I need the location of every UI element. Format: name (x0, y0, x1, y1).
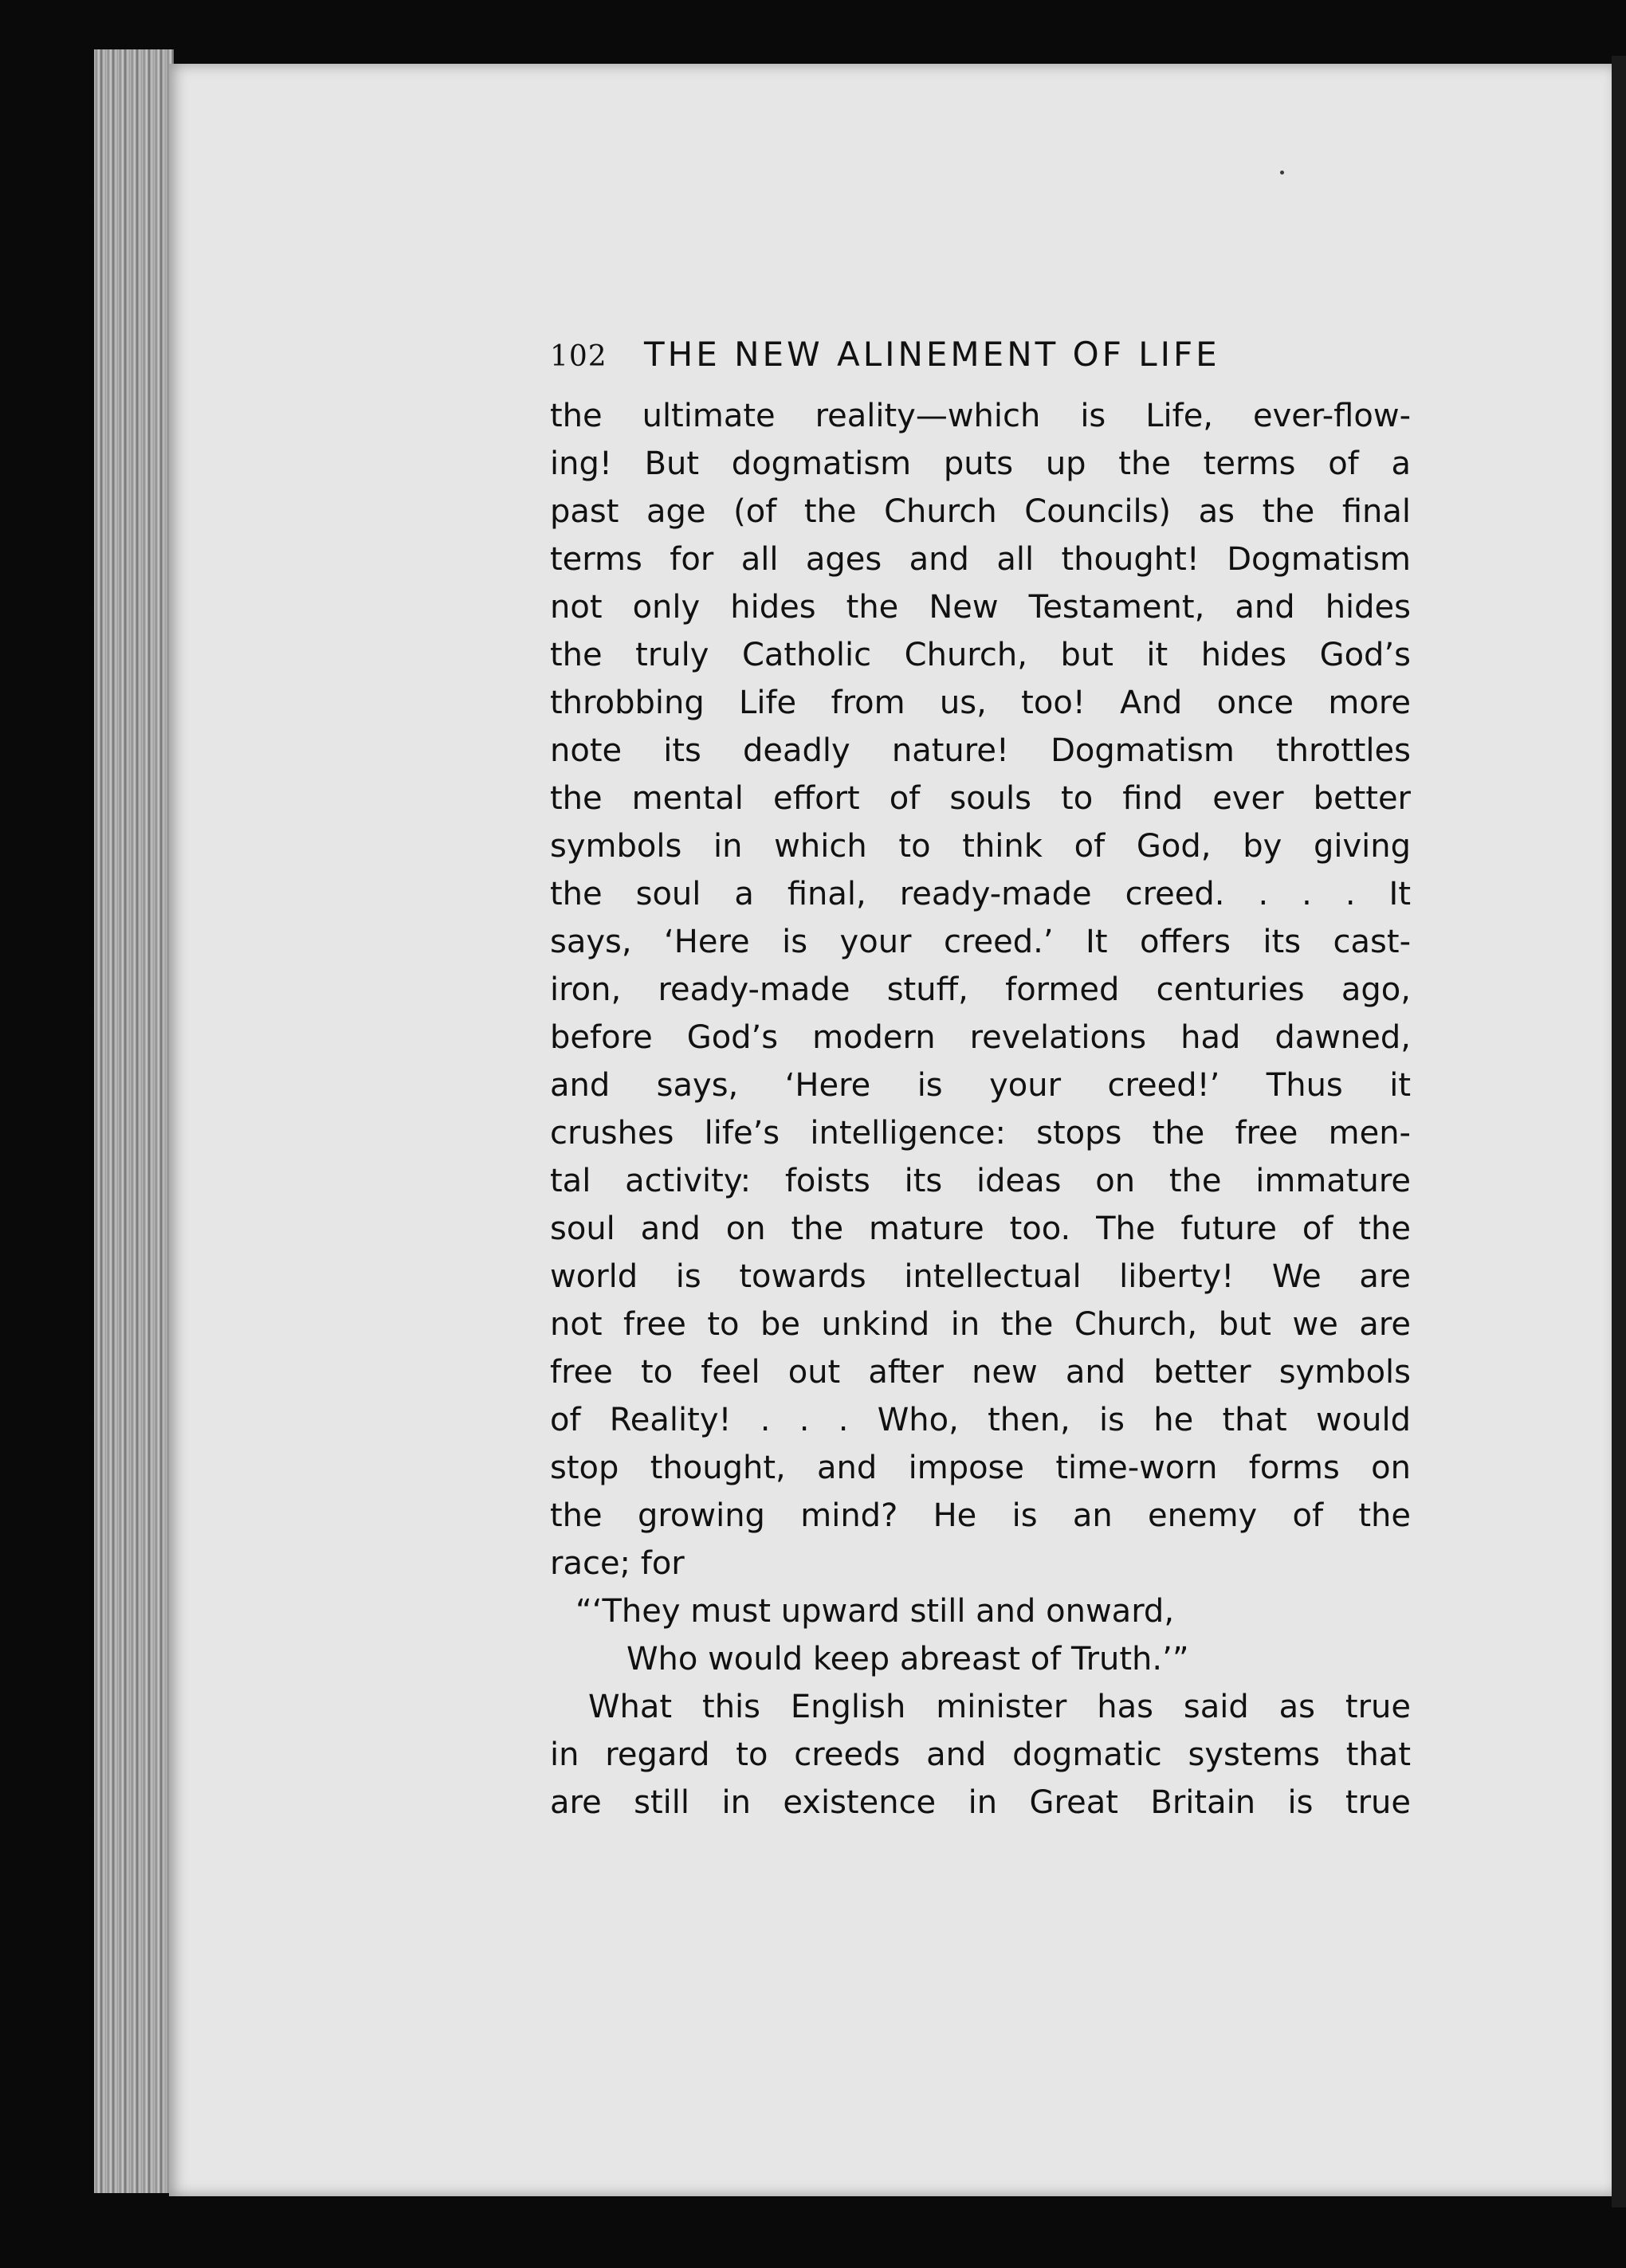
text-line: and says, ‘Here is your creed!’ Thus it (550, 1067, 1411, 1104)
text-line: tal activity: foists its ideas on the immature (550, 1163, 1411, 1199)
text-line: the soul a final, ready-made creed. . . . It (550, 876, 1411, 912)
poem-line: “‘They must upward still and onward, (575, 1593, 1175, 1630)
poem-line: Who would keep abreast of Truth.’” (626, 1641, 1189, 1677)
text-line: world is towards intellectual liberty! We are (550, 1258, 1411, 1295)
text-line: crushes life’s intelligence: stops the free men- (550, 1115, 1411, 1152)
text-line: stop thought, and impose time-worn forms on (550, 1450, 1411, 1486)
book-page-edges (94, 49, 174, 2193)
running-head: THE NEW ALINEMENT OF LIFE (644, 335, 1220, 374)
text-line: before God’s modern revelations had dawned, (550, 1019, 1411, 1056)
dust-speck (1280, 171, 1284, 175)
text-line: race; for (550, 1545, 685, 1582)
text-line: ing! But dogmatism puts up the terms of a (550, 445, 1411, 482)
scan-right-edge (1612, 56, 1626, 2207)
text-line: symbols in which to think of God, by giving (550, 828, 1411, 865)
text-line: the truly Catholic Church, but it hides God’s (550, 637, 1411, 673)
text-line: throbbing Life from us, too! And once more (550, 685, 1411, 721)
text-line: says, ‘Here is your creed.’ It offers its cast- (550, 924, 1411, 960)
paragraph-closing (550, 1683, 1411, 1827)
text-line: of Reality! . . . Who, then, is he that would (550, 1402, 1411, 1438)
text-line: are still in existence in Great Britain is true (550, 1784, 1411, 1821)
text-line: in regard to creeds and dogmatic systems that (550, 1736, 1411, 1773)
poem-quote (550, 1587, 1411, 1683)
page-header (550, 335, 1411, 383)
paragraph-main (550, 392, 1411, 1587)
text-line: iron, ready-made stuff, formed centuries ago, (550, 971, 1411, 1008)
text-line: not free to be unkind in the Church, but we are (550, 1306, 1411, 1343)
text-line: past age (of the Church Councils) as the final (550, 493, 1411, 530)
text-line: the growing mind? He is an enemy of the (550, 1497, 1411, 1534)
body-text (550, 392, 1411, 1827)
text-line: terms for all ages and all thought! Dogmatism (550, 541, 1411, 578)
text-line: free to feel out after new and better symbols (550, 1354, 1411, 1391)
text-line: note its deadly nature! Dogmatism throttles (550, 732, 1411, 769)
text-line: soul and on the mature too. The future of the (550, 1211, 1411, 1247)
text-line: What this English minister has said as true (588, 1689, 1411, 1725)
text-line: the mental effort of souls to find ever better (550, 780, 1411, 817)
text-line: the ultimate reality—which is Life, ever-flow- (550, 398, 1411, 434)
text-line: not only hides the New Testament, and hides (550, 589, 1411, 626)
page-number: 102 (550, 340, 607, 373)
